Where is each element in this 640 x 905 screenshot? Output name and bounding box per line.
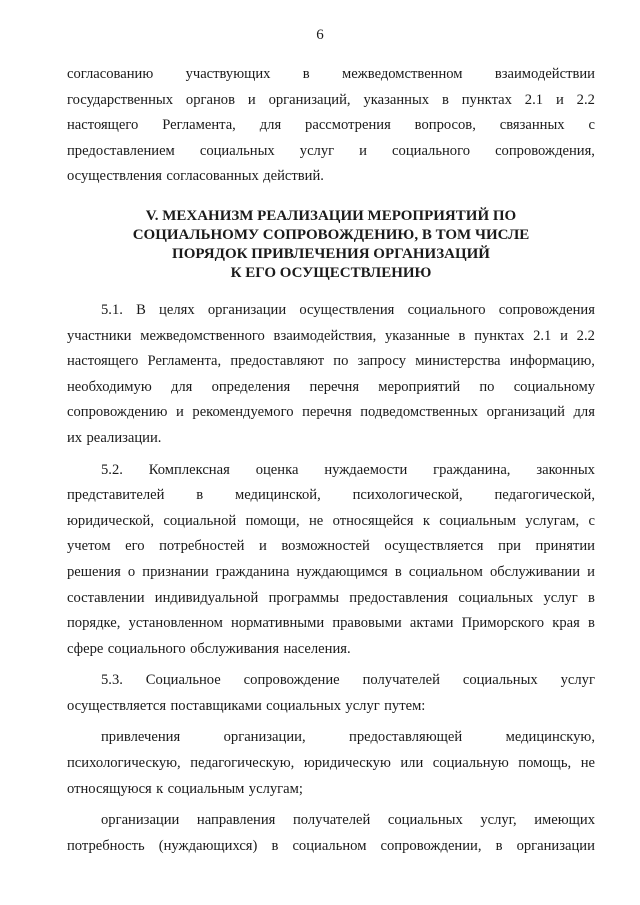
text-line: настоящего Регламента, для рассмотрения вопросов, связанных с [67,117,595,134]
text-line: порядке, установленном нормативными правовыми актами Приморского края в [67,615,595,632]
text-line: психологическую, педагогическую, юридическую или социальную помощь, не [67,755,595,772]
text-line: решения о признании гражданина нуждающимся в социальном обслуживании и [67,563,595,580]
text-line: государственных органов и организаций, указанных в пунктах 2.1 и 2.2 [67,91,595,108]
text-line: согласованию участвующих в межведомственном взаимодействии [67,66,595,82]
heading-line: ПОРЯДОК ПРИВЛЕЧЕНИЯ ОРГАНИЗАЦИЙ [172,245,490,262]
heading-line: СОЦИАЛЬНОМУ СОПРОВОЖДЕНИЮ, В ТОМ ЧИСЛЕ [132,226,530,243]
paragraph [67,458,595,663]
text-line: организации направления получателей социальных услуг, имеющих [101,812,595,829]
text-line: потребность (нуждающихся) в социальном сопровождении, в организации [67,837,595,854]
text-line: осуществляется поставщиками социальных услуг путем: [67,697,426,714]
text-line: привлечения организации, предоставляющей медицинскую, [101,729,595,746]
text-line: сфере социального обслуживания населения. [67,640,351,657]
text-line: предоставлением социальных услуг и социального сопровождения, [67,142,595,159]
text-line: их реализации. [67,429,162,446]
text-line: настоящего Регламента, предоставляют по запросу министерства информацию, [67,353,595,370]
heading-line: К ЕГО ОСУЩЕСТВЛЕНИЮ [230,264,432,281]
text-line: юридической, социальной помощи, не относящейся к социальным услугам, с [67,512,595,529]
paragraph [67,298,595,452]
text-line: представителей в медицинской, психологической, педагогической, [67,487,595,504]
text-line: относящуюся к социальным услугам; [67,780,303,797]
heading-line: V. МЕХАНИЗМ РЕАЛИЗАЦИИ МЕРОПРИЯТИЙ ПО [145,207,517,224]
text-line: необходимую для определения перечня мероприятий по социальному [67,378,595,395]
text-line: 5.3. Социальное сопровождение получателей социальных услуг [101,672,595,689]
text-line: сопровождению и рекомендуемого перечня подведомственных организаций для [67,404,595,421]
page-number: 6 [316,27,324,43]
text-line: учетом его потребностей и возможностей осуществляется при принятии [67,538,595,555]
paragraph [67,668,595,719]
document-body [67,62,595,865]
text-line: осуществления согласованных действий. [67,168,324,185]
section-paragraphs [67,298,595,859]
text-line: участники межведомственного взаимодействия, указанные в пунктах 2.1 и 2.2 [67,327,595,344]
text-line: составлении индивидуальной программы предоставления социальных услуг в [67,589,595,606]
text-line: 5.1. В целях организации осуществления социального сопровождения [101,301,595,318]
paragraph [67,808,595,859]
paragraph [67,725,595,802]
intro-paragraph [67,62,595,190]
section-heading [67,207,595,283]
text-line: 5.2. Комплексная оценка нуждаемости гражданина, законных [101,461,595,478]
